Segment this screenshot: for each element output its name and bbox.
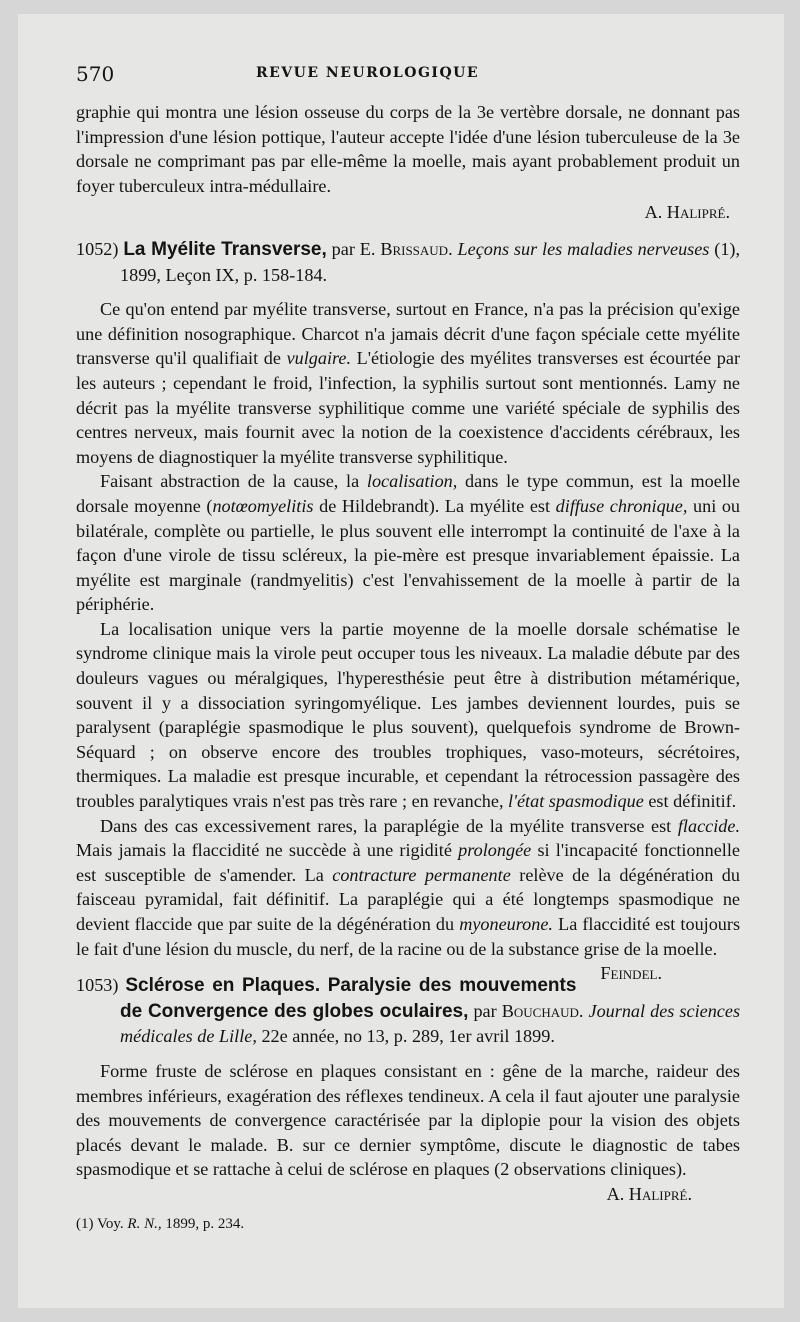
page-number: 570 (76, 62, 115, 86)
entry-source: Leçons sur les maladies nerveuses (457, 238, 710, 259)
text-run: La flaccidité est toujours le fait d'une lésion du muscle, du nerf, de la racine ou de la substance grise de la moelle. (76, 914, 741, 959)
document-page (18, 14, 784, 1308)
italic-run: l'état spasmodique (508, 791, 644, 812)
italic-run: myoneurone. (459, 914, 553, 934)
italic-run: contracture permanente (332, 864, 511, 885)
text-run: dans le type commun, est la moelle dorsale moyenne ( (76, 471, 741, 516)
italic-run: vulgaire. (286, 348, 352, 369)
signature-feindel: Feindel. (600, 963, 662, 984)
italic-run: localisation, (366, 471, 458, 492)
entry-by: par (473, 1000, 497, 1021)
italic-run: flaccide. (677, 815, 740, 836)
text-run: est définitif. (648, 791, 737, 812)
entry-source-details: 22e année, no 13, p. 289, 1er avril 1899. (261, 1026, 555, 1047)
entry-1052-paragraph-3 (76, 617, 740, 814)
signature-halipre-1: A. Halipré. (644, 202, 730, 223)
italic-run: notœomyelitis (212, 495, 314, 516)
italic-run: prolongée (458, 840, 532, 861)
entry-source-details: (1), 1899, Leçon IX, p. 158-184. (120, 238, 741, 285)
text-run: relève de la dégénération du faisceau pyramidal, fait définitif. La paraplégie qui a été longtemps spasmodique ne devient flaccide que par suite de la dégénération du (76, 864, 740, 934)
text-run: Dans des cas excessivement rares, la paraplégie de la myélite transverse est (100, 815, 672, 836)
italic-run: diffuse chronique, (555, 495, 688, 516)
text-run: Forme fruste de sclérose en plaques consistant en : gêne de la marche, raideur des membres inférieurs, exagération des réflexes tendineux. A cela il faut ajouter une paralysie des mouvements de convergence caractérisée par la diplopie pour la vision des objets placés devant le malade. B. sur ce dernier symptôme, discute le diagnostic de tabes spasmodique et se rattache à celui de sclérose en plaques (2 observations cliniques). (76, 1060, 740, 1180)
text-run: uni ou bilatérale, complète ou partielle, le plus souvent elle interrompt la continuité de l'axe à la façon d'une virole de tissu scléreux, la pie-mère est presque invariablement épaissie. La myélite est marginale (randmyelitis) c'est l'envahissement de la moelle à partir de la périphérie. (76, 495, 741, 615)
continuation-paragraph: graphie qui montra une lésion osseuse du corps de la 3e vertèbre dorsale, ne donnant pas l'impression d'une lésion pottique, l'auteur accepte l'idée d'une lésion tuberculeuse de la 3e dorsale ne comprimant pas par elle-même la moelle, mais ayant probablement produit un foyer tuberculeux intra-médullaire. (76, 102, 740, 196)
text-run: Faisant abstraction de la cause, la (100, 471, 360, 492)
text-run: L'étiologie des myélites transverses est écourtée par les auteurs ; cependant le froid, l'infection, la syphilis surtout sont mentionnés. Lamy ne décrit pas la myélite transverse syphilitique comme une variété spéciale de syphilis des centres nerveux, mais fournit avec la notion de la coexistence d'accidents cérébraux, les moyens de diagnostiquer la myélite transverse syphilitique. (76, 348, 741, 467)
entry-by: par E. (331, 238, 376, 259)
page-content (76, 100, 740, 1237)
footnote-details: 1899, p. 234. (165, 1215, 245, 1232)
entry-source: Journal des sciences médicales de Lille, (120, 1000, 741, 1047)
text-run: de Hildebrandt). La myélite est (319, 495, 551, 516)
text-run: si l'incapacité fonctionnelle est susceptible de s'amender. La (76, 840, 740, 885)
entry-1052-paragraph-1 (76, 297, 740, 469)
footnote (76, 1212, 740, 1237)
entry-title: La Myélite Transverse, (123, 238, 327, 260)
running-title: REVUE NEUROLOGIQUE (256, 65, 480, 81)
entry-author: Bouchaud. (501, 1000, 584, 1021)
page-header (76, 62, 736, 92)
footnote-text: (1) Voy. (76, 1215, 124, 1232)
entry-author: Brissaud. (380, 238, 453, 259)
entry-1052-paragraph-2 (76, 469, 740, 617)
entry-1053-paragraph-1 (76, 1059, 740, 1204)
entry-title: Sclérose en Plaques. Paralysie des mouvements de Convergence des globes oculaires, (120, 975, 577, 1022)
signature-halipre-2: A. Halipré. (606, 1183, 692, 1204)
entry-number: 1053) (76, 975, 119, 996)
text-run: Mais jamais la flaccidité ne succède à une rigidité (76, 840, 452, 861)
footnote-reference: R. N., (127, 1215, 162, 1232)
entry-number: 1052) (76, 238, 119, 259)
entry-1052-paragraph-4 (76, 814, 741, 984)
entry-1052-heading (76, 237, 740, 287)
text-run: La localisation unique vers la partie moyenne de la moelle dorsale schématise le syndrome clinique mais la virole peut occuper tous les niveaux. La maladie débute par des douleurs vagues ou méralgiques, l'hyperesthésie peut être à distribution métamérique, souvent il y a dissociation syringomyélique. Les jambes deviennent lourdes, puis se paralysent (paraplégie spasmodique le plus souvent), quelquefois syndrome de Brown-Séquard ; on observe encore des troubles trophiques, vaso-moteurs, sécrétoires, thermiques. La maladie est presque incurable, et cependant la rétrocession passagère des troubles paralytiques vrais n'est pas très rare ; en revanche, (76, 618, 740, 812)
text-run: Ce qu'on entend par myélite transverse, surtout en France, n'a pas la précision qu'exige une définition nosographique. Charcot n'a jamais décrit d'une façon spéciale cette myélite transverse qu'il qualifiait de (76, 299, 740, 369)
